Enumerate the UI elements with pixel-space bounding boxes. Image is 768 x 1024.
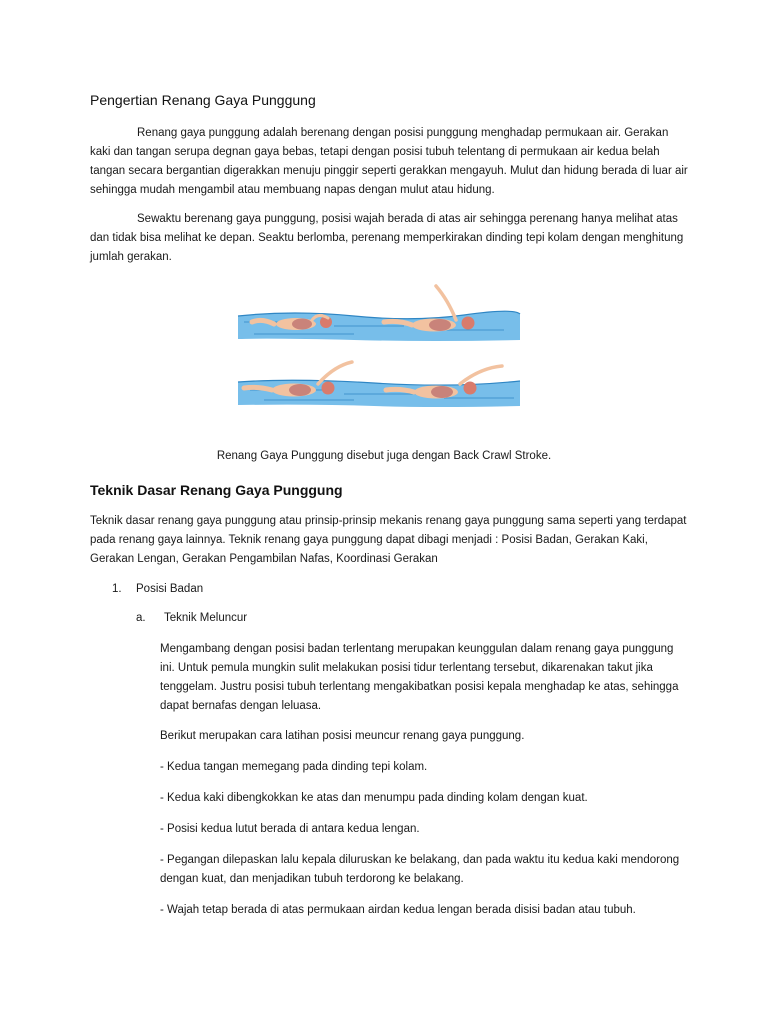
backstroke-illustration [234,282,522,422]
step-item: - Wajah tetap berada di atas permukaan airdan kedua lengan berada disisi badan atau tubuh. [160,904,636,916]
paragraph-training-intro: Berikut merupakan cara latihan posisi meuncur renang gaya punggung. [160,730,525,742]
paragraph-techniques-intro: Teknik dasar renang gaya punggung atau prinsip-prinsip mekanis renang gaya punggung sama seperti yang terdapat pada renang gaya lainnya. Teknik renang gaya punggung dapat dibagi menjadi : Posisi Badan, Gerakan Kaki, Gerakan Lengan, Gerakan Pengambilan Nafas, Koordinasi Gerakan [90,515,687,565]
step-item: - Posisi kedua lutut berada di antara kedua lengan. [160,823,420,835]
list-number-1: 1. [112,583,122,595]
list-item-posisi-badan: Posisi Badan [136,583,204,595]
list-item-teknik-meluncur: Teknik Meluncur [164,612,248,624]
paragraph-face-position: Sewaktu berenang gaya punggung, posisi wajah berada di atas air sehingga perenang hanya melihat atas dan tidak bisa melihat ke depan. Seaktu berlomba, perenang memperkirakan dinding tepi kolam dengan menghitung jumlah gerakan. [90,213,684,263]
section-title-teknik-dasar: Teknik Dasar Renang Gaya Punggung [90,482,343,498]
step-item: - Pegangan dilepaskan lalu kepala diluruskan ke belakang, dan pada waktu itu kedua kaki mendorong dengan kuat, dan menjadikan tubuh terdorong ke belakang. [160,854,680,885]
paragraph-floating-position: Mengambang dengan posisi badan terlentang merupakan keunggulan dalam renang gaya punggung ini. Untuk pemula mungkin sulit melakukan posisi tidur terlentang tersebut, dikarenakan takut jika tenggelam. Justru posisi tubuh terlentang mengakibatkan posisi kepala menghadap ke atas, sehingga dapat bernafas dengan leluasa. [160,643,679,712]
paragraph-definition: Renang gaya punggung adalah berenang dengan posisi punggung menghadap permukaan air. Gerakan kaki dan tangan serupa degnan gaya bebas, tetapi dengan posisi tubuh telentang di permukaan air kedua belah tangan secara bergantian digerakkan menuju pinggir seperti gerakkan mengayuh. Mulut dan hidung berada di luar air sehingga mudah mengambil atau membuang napas dengan mulut atau hidung. [90,127,688,196]
list-letter-a: a. [136,612,146,624]
step-item: - Kedua tangan memegang pada dinding tepi kolam. [160,761,428,773]
section-title-pengertian: Pengertian Renang Gaya Punggung [90,92,316,108]
figure-caption: Renang Gaya Punggung disebut juga dengan Back Crawl Stroke. [216,450,552,462]
step-item: - Kedua kaki dibengkokkan ke atas dan menumpu pada dinding kolam dengan kuat. [160,792,588,804]
